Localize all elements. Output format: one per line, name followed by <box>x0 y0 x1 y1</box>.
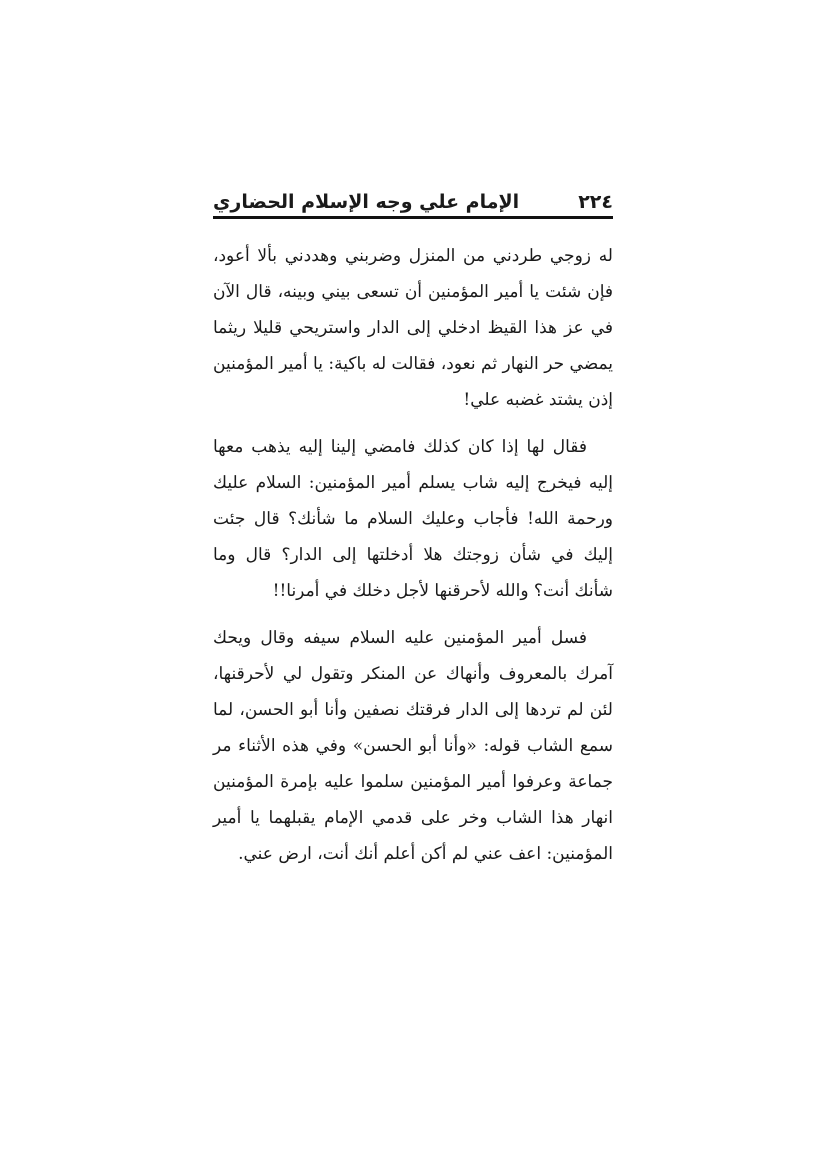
paragraph-3: فسل أمير المؤمنين عليه السلام سيفه وقال ويحك آمرك بالمعروف وأنهاك عن المنكر وتقول لي لأحرقنها، لئن لم تردها إلى الدار فرقتك نصفين وأنا أبو الحسن، لما سمع الشاب قوله: «وأنا أبو الحسن» وفي هذه الأثناء مر جماعة وعرفوا أمير المؤمنين سلموا عليه بإمرة المؤمنين انهار هذا الشاب وخر على قدمي الإمام يقبلهما يا أمير المؤمنين: اعف عني لم أكن أعلم أنك أنت، ارض عني. <box>213 628 613 864</box>
paragraph-1: له زوجي طردني من المنزل وضربني وهددني بألا أعود، فإن شئت يا أمير المؤمنين أن تسعى بيني وبينه، قال الآن في عز هذا القيظ ادخلي إلى الدار واستريحي قليلا ريثما يمضي حر النهار ثم نعود، فقالت له باكية: يا أمير المؤمنين إذن يشتد غضبه علي! <box>213 246 613 410</box>
body-text <box>213 238 613 872</box>
header-rule <box>213 216 613 219</box>
page-number: ٢٢٤ <box>578 191 613 213</box>
page-header <box>213 190 613 218</box>
paragraph-2: فقال لها إذا كان كذلك فامضي إلينا إليه يذهب معها إليه فيخرج إليه شاب يسلم أمير المؤمنين: السلام عليك ورحمة الله! فأجاب وعليك السلام ما شأنك؟ قال جئت إليك في شأن زوجتك هلا أدخلتها إلى الدار؟ قال وما شأنك أنت؟ والله لأحرقنها لأجل دخلك في أمرنا!! <box>213 437 613 601</box>
running-title: الإمام علي وجه الإسلام الحضاري <box>213 191 520 213</box>
